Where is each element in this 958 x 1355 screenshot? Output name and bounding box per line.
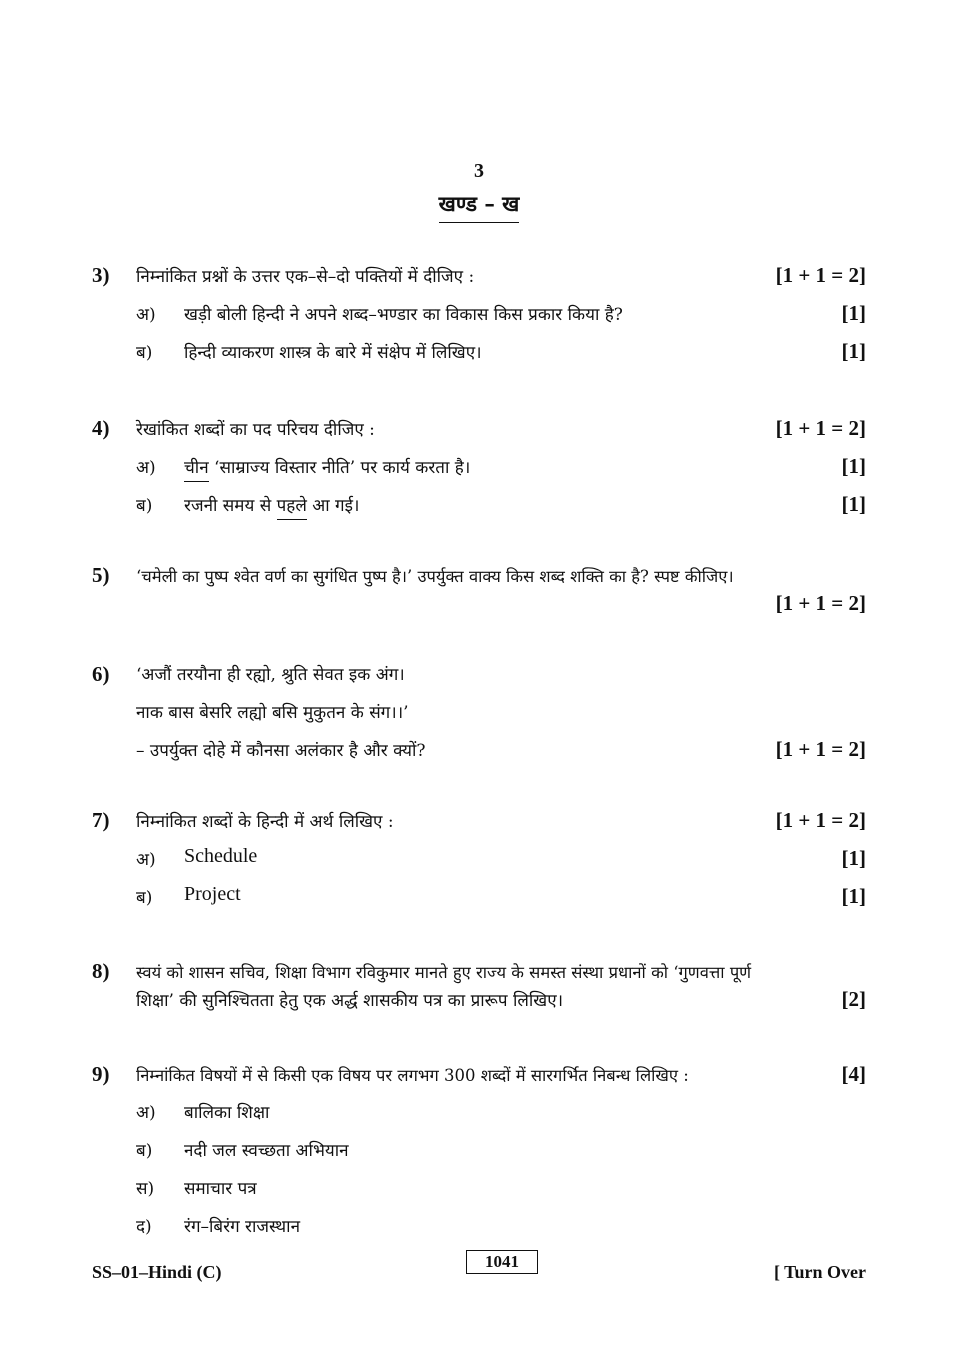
question-marks: [1 + 1 = 2] bbox=[775, 416, 866, 440]
sub-label: द) bbox=[136, 1217, 152, 1237]
sub-label: अ) bbox=[136, 1103, 156, 1123]
sub-marks: [1] bbox=[841, 339, 866, 363]
sub-text: रंग–बिरंग राजस्थान bbox=[184, 1217, 301, 1237]
sub-text: Project bbox=[184, 883, 241, 905]
sub-text-after: आ गई। bbox=[306, 496, 360, 516]
sub-text bbox=[184, 455, 470, 478]
question-number: 7) bbox=[92, 808, 110, 832]
sub-label: ब) bbox=[136, 343, 153, 363]
underlined-word: पहले bbox=[277, 496, 307, 520]
sub-marks: [1] bbox=[841, 301, 866, 325]
couplet-line-2: नाक बास बेसरि लह्यो बसि मुकुतन के संग।।’ bbox=[136, 703, 409, 723]
question-marks: [4] bbox=[841, 1062, 866, 1086]
underlined-word: चीन bbox=[184, 458, 209, 482]
question-text: ‘चमेली का पुष्प श्वेत वर्ण का सुगंधित पुष्प है।’ उपर्युक्त वाक्य किस शब्द शक्ति का है? स्पष्ट कीजिए। bbox=[136, 567, 734, 586]
question-text: निम्नांकित प्रश्नों के उत्तर एक–से–दो पक्तियों में दीजिए : bbox=[136, 267, 475, 287]
question-text: निम्नांकित शब्दों के हिन्दी में अर्थ लिखिए : bbox=[136, 812, 394, 832]
question-number: 6) bbox=[92, 662, 110, 686]
turn-over-label: [ Turn Over bbox=[773, 1262, 866, 1282]
sub-text: खड़ी बोली हिन्दी ने अपने शब्द–भण्डार का विकास किस प्रकार किया है? bbox=[184, 305, 623, 325]
question-marks: [1 + 1 = 2] bbox=[775, 263, 866, 287]
section-title bbox=[0, 190, 958, 223]
question-number: 4) bbox=[92, 416, 110, 440]
question-marks: [1 + 1 = 2] bbox=[775, 737, 866, 761]
question-number: 9) bbox=[92, 1062, 110, 1086]
sub-marks: [1] bbox=[841, 846, 866, 870]
sub-text: नदी जल स्वच्छता अभियान bbox=[184, 1141, 349, 1161]
question-text-line-2: शिक्षा’ की सुनिश्चितता हेतु एक अर्द्ध शासकीय पत्र का प्रारूप लिखिए। bbox=[136, 991, 564, 1011]
sub-label: अ) bbox=[136, 305, 156, 325]
question-text: – उपर्युक्त दोहे में कौनसा अलंकार है और क्यों? bbox=[136, 741, 426, 761]
question-text-line-1: स्वयं को शासन सचिव, शिक्षा विभाग रविकुमार मानते हुए राज्य के समस्त संस्था प्रधानों को ‘गुणवत्ता पूर्ण bbox=[136, 963, 752, 982]
sub-label: स) bbox=[136, 1179, 155, 1199]
paper-code: SS–01–Hindi (C) bbox=[92, 1262, 222, 1282]
sub-text bbox=[184, 493, 359, 516]
sub-label: ब) bbox=[136, 888, 153, 908]
sub-label: ब) bbox=[136, 496, 153, 516]
question-number: 8) bbox=[92, 959, 110, 983]
page-code-box: 1041 bbox=[466, 1250, 538, 1274]
sub-text: समाचार पत्र bbox=[184, 1179, 257, 1199]
section-title-text: खण्ड – ख bbox=[439, 190, 520, 223]
sub-text: बालिका शिक्षा bbox=[184, 1103, 270, 1123]
question-marks: [2] bbox=[841, 987, 866, 1011]
question-text: रेखांकित शब्दों का पद परिचय दीजिए : bbox=[136, 420, 375, 440]
question-number: 5) bbox=[92, 563, 110, 587]
sub-label: ब) bbox=[136, 1141, 153, 1161]
question-marks: [1 + 1 = 2] bbox=[775, 808, 866, 832]
question-number: 3) bbox=[92, 263, 110, 287]
sub-marks: [1] bbox=[841, 884, 866, 908]
page-number: 3 bbox=[474, 160, 484, 182]
sub-text: Schedule bbox=[184, 845, 258, 867]
sub-label: अ) bbox=[136, 458, 156, 478]
couplet-line-1: ‘अजौं तरयौना ही रह्यो, श्रुति सेवत इक अंग। bbox=[136, 665, 405, 685]
sub-text: हिन्दी व्याकरण शास्त्र के बारे में संक्षेप में लिखिए। bbox=[184, 343, 482, 363]
sub-marks: [1] bbox=[841, 454, 866, 478]
question-text: निम्नांकित विषयों में से किसी एक विषय पर लगभग 300 शब्दों में सारगर्भित निबन्ध लिखिए : bbox=[136, 1066, 689, 1085]
question-marks: [1 + 1 = 2] bbox=[775, 591, 866, 615]
sub-marks: [1] bbox=[841, 492, 866, 516]
sub-text-rest: ‘साम्राज्य विस्तार नीति’ पर कार्य करता है। bbox=[208, 458, 471, 478]
sub-label: अ) bbox=[136, 850, 156, 870]
sub-text-before: रजनी समय से bbox=[184, 496, 277, 516]
